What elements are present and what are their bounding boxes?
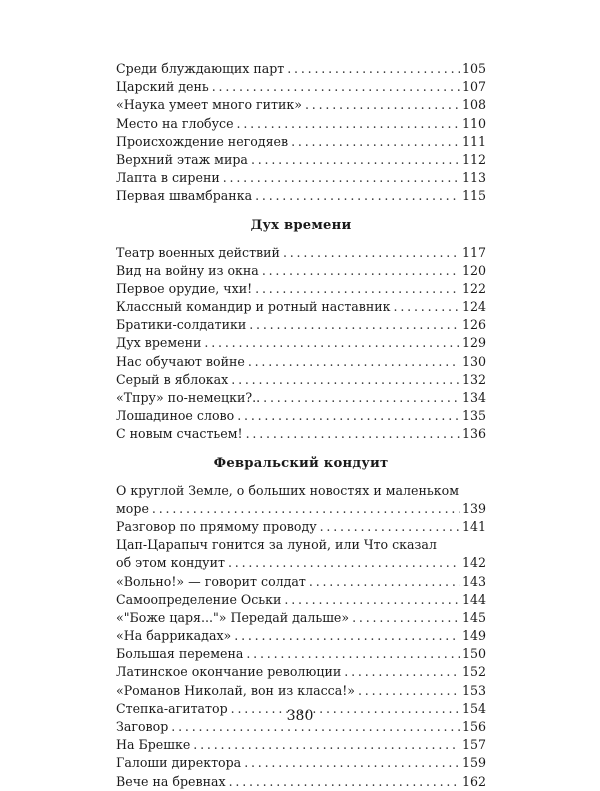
toc-entry-page: 105 (461, 61, 486, 76)
toc-entry-page: 139 (461, 500, 486, 516)
dot-leader (248, 353, 460, 371)
toc-entry-page: 145 (461, 609, 486, 625)
toc-entry-page: 152 (461, 664, 486, 680)
dot-leader (152, 500, 460, 518)
toc-entry (116, 627, 486, 645)
toc-entry-title: Место на глобусе (116, 115, 234, 131)
toc-entry-page: 117 (461, 244, 486, 260)
toc-entry (116, 518, 486, 536)
toc-entry-line2 (116, 500, 486, 518)
toc-entry-title: Верхний этаж мира (116, 151, 248, 167)
dot-leader (229, 773, 460, 791)
toc-entry (116, 60, 486, 78)
toc-entry (116, 754, 486, 772)
dot-leader (352, 609, 460, 627)
toc-section (116, 244, 486, 444)
dot-leader (262, 262, 460, 280)
toc-entry-page: 134 (461, 390, 486, 405)
toc-entry-page: 132 (461, 371, 486, 387)
toc-entry (116, 645, 486, 663)
page-number: 380 (286, 708, 314, 724)
toc-entry-title: Вече на бревнах (116, 773, 226, 789)
toc-entry-title: Галоши директора (116, 755, 242, 771)
toc-entry-title: Степка-агитатор (116, 700, 228, 716)
toc-entry (116, 78, 486, 96)
dot-leader (249, 316, 460, 334)
toc-entry (116, 298, 486, 316)
section-heading: Февральский кондуит (213, 455, 389, 471)
toc-entry-title: Лошадиное слово (116, 408, 235, 424)
dot-leader (394, 298, 460, 316)
toc-entry-page: 142 (461, 555, 486, 571)
toc-entry-title: С новым счастьем! (116, 426, 243, 442)
toc-entry-title: Царский день (116, 79, 209, 95)
dot-leader (231, 371, 460, 389)
dot-leader (309, 573, 460, 591)
toc-entry-title: Театр военных действий (116, 244, 280, 260)
dot-leader (237, 115, 460, 133)
toc-entry-page: 141 (461, 518, 486, 534)
toc-entry (116, 773, 486, 791)
toc-entry-title: Первое орудие, чхи! (116, 280, 253, 296)
dot-leader (284, 591, 460, 609)
dot-leader (246, 425, 460, 443)
toc-entry (116, 536, 486, 572)
toc-entry (116, 371, 486, 389)
dot-leader (305, 96, 460, 114)
toc-entry-title: Лапта в сирени (116, 170, 220, 186)
dot-leader (244, 754, 460, 772)
toc-entry-title: море (116, 500, 149, 516)
toc-entry-page: 159 (461, 755, 486, 771)
toc-entry-title-line1: О круглой Земле, о больших новостях и маленьком (116, 482, 459, 498)
toc-entry (116, 151, 486, 169)
toc-entry (116, 425, 486, 443)
toc-entry-title: Нас обучают войне (116, 353, 245, 369)
toc-entry-title: «Романов Николай, вон из класса!» (116, 682, 355, 698)
toc-entry-title: Происхождение негодяев (116, 133, 289, 149)
toc-entry-title: «Тпру» по-немецки?.. (116, 390, 261, 405)
toc-entry-page: 136 (461, 426, 486, 442)
section-heading: Дух времени (250, 217, 352, 233)
toc-entry (116, 682, 486, 700)
dot-leader (263, 389, 460, 407)
toc-entry (116, 591, 486, 609)
dot-leader (287, 60, 460, 78)
toc-entry-title: Первая швамбранка (116, 188, 253, 204)
dot-leader (358, 682, 460, 700)
toc-entry (116, 280, 486, 298)
toc-entry-line2 (116, 554, 486, 572)
toc-entry-title: «Наука умеет много гитик» (116, 97, 302, 113)
toc-entry-page: 135 (461, 408, 486, 424)
toc-entry-page: 143 (461, 573, 486, 589)
toc-entry-title: Разговор по прямому проводу (116, 518, 317, 534)
dot-leader (228, 554, 460, 572)
toc-entry (116, 663, 486, 681)
toc-entry-page: 112 (461, 151, 486, 167)
toc-entry (116, 334, 486, 352)
toc-entry-page: 156 (461, 719, 486, 734)
toc-entry-title-line1: Цап-Царапыч гонится за луной, или Что сказал (116, 537, 437, 553)
toc-entry-title: На Брешке (116, 737, 191, 753)
toc-entry-page: 107 (461, 79, 486, 95)
toc-entry-page: 113 (461, 170, 486, 186)
toc-entry-title: «"Боже царя..."» Передай дальше» (116, 609, 350, 625)
toc-entry (116, 389, 486, 407)
dot-leader (255, 187, 460, 205)
toc-entry-page: 124 (461, 299, 486, 315)
toc-entry-page: 111 (461, 133, 486, 149)
toc-entry-page: 110 (461, 115, 486, 131)
toc-entry-page: 144 (461, 591, 486, 607)
toc-entry (116, 482, 486, 518)
toc-entry-title: Большая перемена (116, 646, 244, 662)
toc-entry-page: 115 (461, 188, 486, 204)
toc-entry-title: «На баррикадах» (116, 628, 232, 644)
toc-entry-page: 108 (461, 97, 486, 113)
toc-entry (116, 316, 486, 334)
dot-leader (255, 280, 460, 298)
dot-leader (246, 645, 460, 663)
dot-leader (193, 736, 460, 754)
toc-entry-title: Дух времени (116, 335, 202, 351)
toc-entry (116, 115, 486, 133)
toc-entry-page: 130 (461, 353, 486, 369)
toc-entry (116, 736, 486, 754)
toc-entry (116, 244, 486, 262)
dot-leader (320, 518, 460, 536)
toc-entry-page: 153 (461, 682, 486, 698)
toc-entry-title: Латинское окончание революции (116, 664, 342, 680)
dot-leader (291, 133, 460, 151)
dot-leader (283, 244, 460, 262)
toc-entry (116, 187, 486, 205)
toc-entry (116, 353, 486, 371)
toc-entry-title: об этом кондуит (116, 555, 225, 571)
toc-section (116, 482, 486, 791)
dot-leader (237, 407, 460, 425)
toc-entry-page: 122 (461, 280, 486, 296)
dot-leader (212, 78, 460, 96)
dot-leader (234, 627, 460, 645)
toc-entry-title: Братики-солдатики (116, 317, 247, 333)
toc-entry-title: Заговор (116, 719, 169, 734)
toc-entry-title: Самоопределение Оськи (116, 591, 282, 607)
toc-entry-title: Классный командир и ротный наставник (116, 299, 391, 315)
toc-section (116, 60, 486, 206)
dot-leader (251, 151, 460, 169)
toc-entry-page: 162 (461, 773, 486, 789)
toc-entry (116, 133, 486, 151)
toc-entry-title: Среди блуждающих парт (116, 61, 285, 76)
toc-entry-title: «Вольно!» — говорит солдат (116, 573, 306, 589)
table-of-contents (116, 60, 486, 791)
toc-entry-page: 120 (461, 262, 486, 278)
toc-entry-page: 154 (461, 700, 486, 716)
toc-entry-title: Серый в яблоках (116, 371, 229, 387)
toc-entry-page: 157 (461, 737, 486, 753)
toc-entry-page: 149 (461, 628, 486, 644)
toc-entry (116, 262, 486, 280)
toc-entry (116, 573, 486, 591)
toc-entry (116, 96, 486, 114)
dot-leader (204, 334, 460, 352)
toc-entry (116, 407, 486, 425)
toc-entry-title: Вид на войну из окна (116, 262, 259, 278)
dot-leader (223, 169, 460, 187)
toc-entry-page: 150 (461, 646, 486, 662)
toc-entry (116, 169, 486, 187)
dot-leader (344, 663, 460, 681)
toc-entry-page: 126 (461, 317, 486, 333)
toc-entry-page: 129 (461, 335, 486, 351)
toc-entry (116, 609, 486, 627)
